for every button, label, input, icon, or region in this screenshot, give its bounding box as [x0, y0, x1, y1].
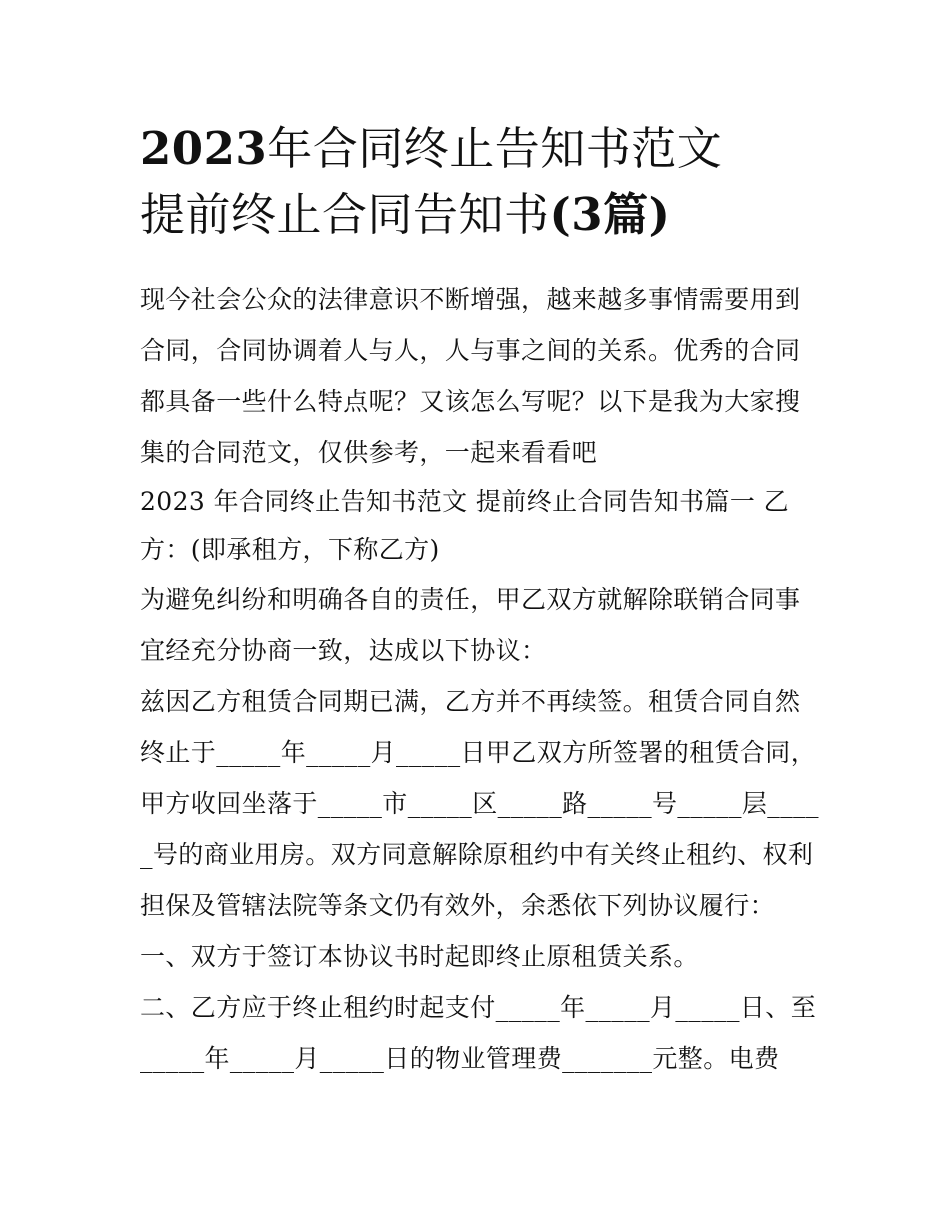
- title-line-2-text: 提前终止合同告知书: [140, 188, 550, 241]
- paragraph-intro: 现今社会公众的法律意识不断增强，越来越多事情需要用到合同，合同协调着人与人，人与事之间的关系。优秀的合同都具备一些什么特点呢？又该怎么写呢？以下是我为大家搜集的合同范文，仅供参考，一起来看看吧: [140, 285, 801, 467]
- document-title: [140, 116, 820, 248]
- title-count-close: ): [648, 188, 671, 241]
- paragraph-section-heading: 2023 年合同终止告知书范文 提前终止合同告知书篇一 乙方：(即承租方，下称乙方): [140, 487, 790, 564]
- paragraph-clause-2: 二、乙方应于终止租约时起支付_____年_____月_____日、至_____年_____月_____日的物业管理费_______元整。电费: [140, 993, 817, 1073]
- document-content: [140, 116, 820, 1084]
- title-count-open: (3: [549, 188, 604, 241]
- title-line-1-text: 年合同终止告知书范文: [267, 122, 723, 175]
- title-line-1: [140, 116, 820, 182]
- paragraph-lease-termination: 兹因乙方租赁合同期已满，乙方并不再续签。租赁合同自然终止于_____年_____月_____日甲乙双方所签署的租赁合同，甲方收回坐落于_____市_____区_____路_____号_____层_____号的商业用房。双方同意解除原租约中有关终止租约、权利担保及管辖法院等条文仍有效外，余悉依下列协议履行：: [140, 687, 819, 920]
- title-line-2: [140, 182, 820, 248]
- title-year: 2023: [140, 122, 268, 175]
- title-count-unit: 篇: [603, 188, 649, 241]
- paragraph-clause-1: 一、双方于签订本协议书时起即终止原租赁关系。: [140, 942, 699, 971]
- paragraph-purpose: 为避免纠纷和明确各自的责任，甲乙双方就解除联销合同事宜经充分协商一致，达成以下协议：: [140, 585, 801, 665]
